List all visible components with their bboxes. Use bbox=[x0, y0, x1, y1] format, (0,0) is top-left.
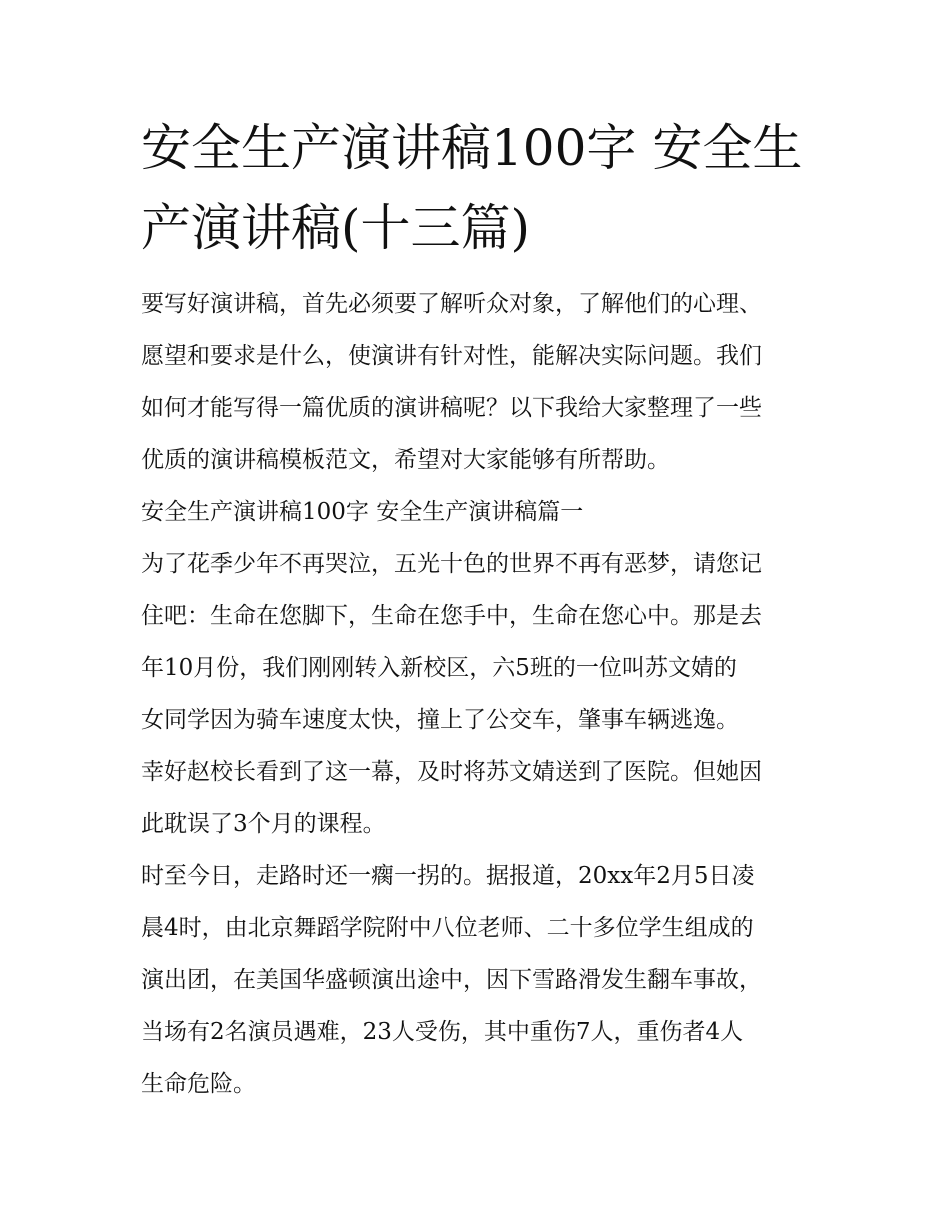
body2-line-1: 幸好赵校长看到了这一幕，及时将苏文婧送到了医院。但她因 bbox=[141, 759, 762, 785]
intro-line-2: 愿望和要求是什么，使演讲有针对性，能解决实际问题。我们 bbox=[141, 343, 762, 369]
intro-line-4: 优质的演讲稿模板范文，希望对大家能够有所帮助。 bbox=[141, 447, 670, 473]
body-paragraph-1 bbox=[141, 538, 813, 746]
body3-line-4: 当场有2名演员遇难，23人受伤，其中重伤7人，重伤者4人 bbox=[141, 1019, 744, 1045]
body1-line-3: 年10月份，我们刚刚转入新校区，六5班的一位叫苏文婧的 bbox=[141, 655, 737, 681]
body-paragraph-3 bbox=[141, 850, 813, 1110]
title-line-2: 产演讲稿(十三篇) bbox=[141, 199, 531, 257]
body-paragraph-2 bbox=[141, 746, 813, 850]
document-title bbox=[141, 108, 813, 268]
body1-line-4: 女同学因为骑车速度太快，撞上了公交车，肇事车辆逃逸。 bbox=[141, 707, 739, 733]
section-heading bbox=[141, 486, 813, 538]
intro-paragraph bbox=[141, 278, 813, 486]
body3-line-1: 时至今日，走路时还一瘸一拐的。据报道，20xx年2月5日凌 bbox=[141, 863, 755, 889]
body1-line-1: 为了花季少年不再哭泣，五光十色的世界不再有恶梦，请您记 bbox=[141, 551, 762, 577]
intro-line-1: 要写好演讲稿，首先必须要了解听众对象，了解他们的心理、 bbox=[141, 291, 762, 317]
body2-line-2: 此耽误了3个月的课程。 bbox=[141, 811, 386, 837]
title-line-1: 安全生产演讲稿100字 安全生 bbox=[141, 119, 803, 177]
body3-line-3: 演出团，在美国华盛顿演出途中，因下雪路滑发生翻车事故， bbox=[141, 967, 762, 993]
body3-line-5: 生命危险。 bbox=[141, 1071, 256, 1097]
document-page bbox=[141, 108, 813, 1110]
body3-line-2: 晨4时，由北京舞蹈学院附中八位老师、二十多位学生组成的 bbox=[141, 915, 754, 941]
section-heading-text: 安全生产演讲稿100字 安全生产演讲稿篇一 bbox=[141, 499, 584, 525]
intro-line-3: 如何才能写得一篇优质的演讲稿呢？以下我给大家整理了一些 bbox=[141, 395, 762, 421]
body1-line-2: 住吧：生命在您脚下，生命在您手中，生命在您心中。那是去 bbox=[141, 603, 762, 629]
